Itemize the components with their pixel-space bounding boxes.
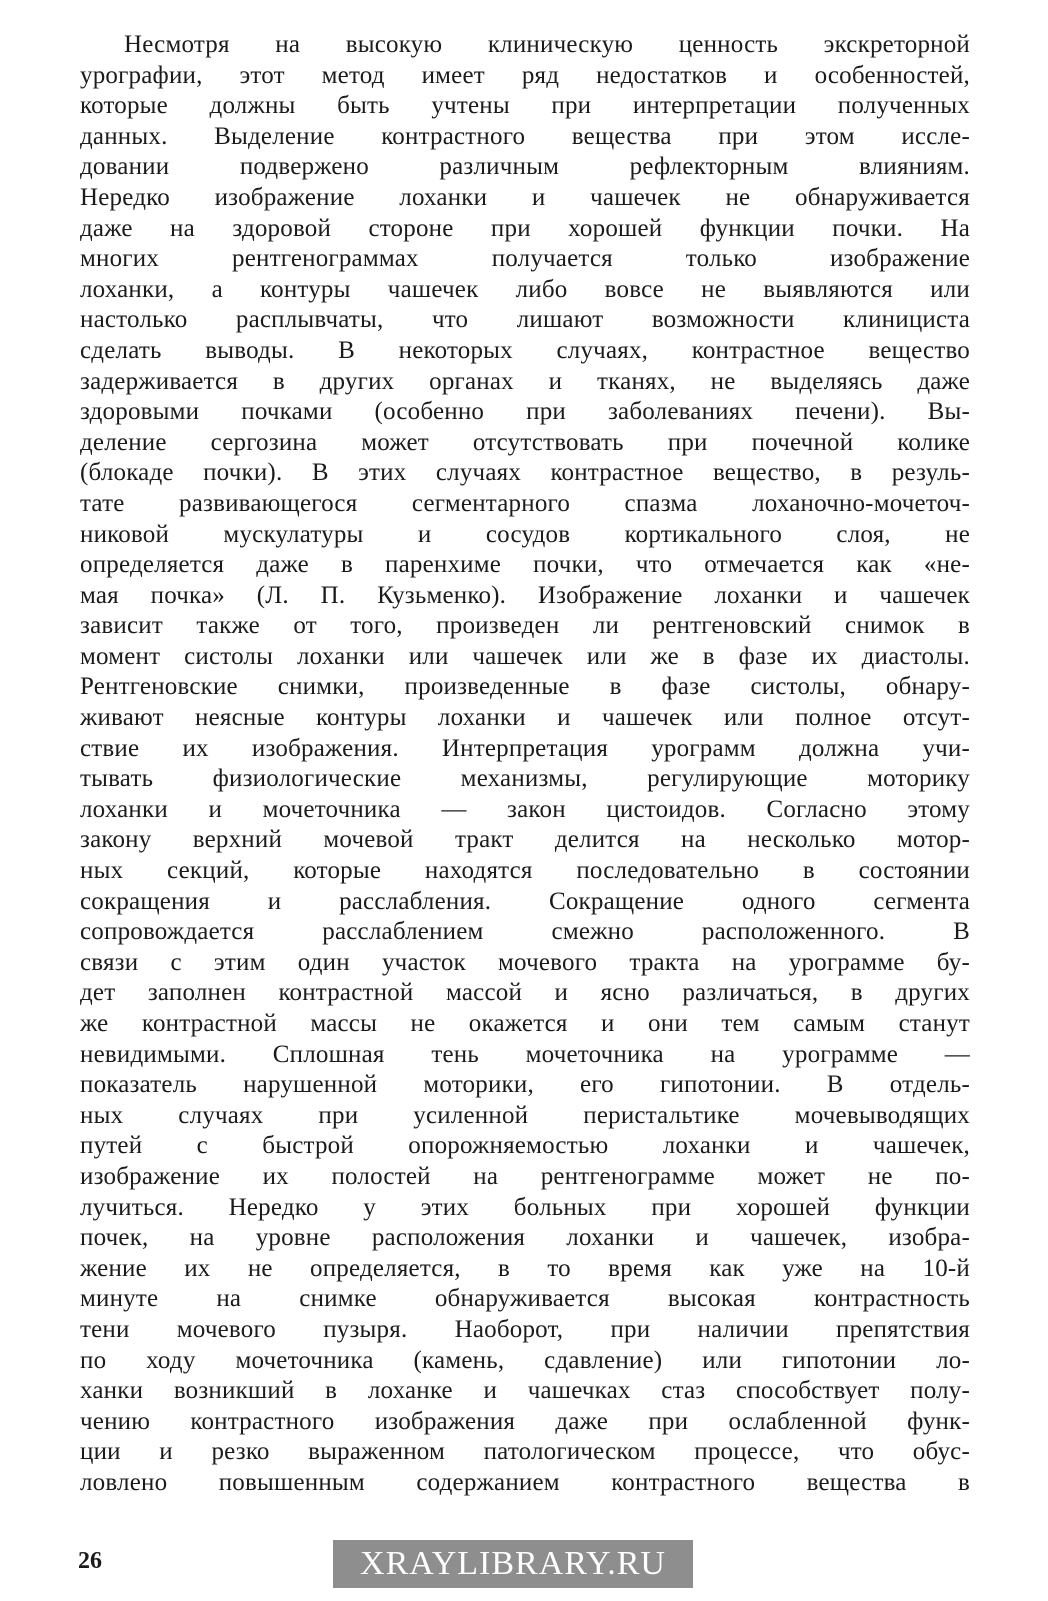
text-line: здоровыми почками (особенно при заболеваниях печени). Вы- — [80, 398, 970, 426]
text-line: ловлено повышенным содержанием контрастного вещества в — [80, 1468, 970, 1496]
text-line: показатель нарушенной моторики, его гипотонии. В отдель- — [80, 1071, 970, 1099]
text-line: дет заполнен контрастной массой и ясно различаться, в других — [80, 979, 970, 1007]
text-line: сопровождается расслаблением смежно расположенного. В — [80, 918, 970, 946]
text-line: задерживается в других органах и тканях, не выделяясь даже — [80, 367, 970, 395]
text-line: Рентгеновские снимки, произведенные в фазе систолы, обнару- — [80, 673, 970, 701]
text-line: мая почка» (Л. П. Кузьменко). Изображение лоханки и чашечек — [80, 581, 970, 609]
text-line: (блокаде почки). В этих случаях контрастное вещество, в резуль- — [80, 459, 970, 487]
text-line: данных. Выделение контрастного вещества при этом иссле- — [80, 122, 970, 150]
text-line: Несмотря на высокую клиническую ценность экскреторной — [124, 31, 970, 58]
text-line: путей с быстрой опорожняемостью лоханки и чашечек, — [80, 1132, 970, 1160]
text-line: почек, на уровне расположения лоханки и чашечек, изобра- — [80, 1224, 970, 1252]
text-line: довании подвержено различным рефлекторным влияниям. — [80, 153, 970, 181]
text-line: связи с этим один участок мочевого тракта на урограмме бу- — [80, 948, 970, 976]
text-line: сделать выводы. В некоторых случаях, контрастное вещество — [80, 336, 970, 364]
text-line: даже на здоровой стороне при хорошей функции почки. На — [80, 214, 970, 242]
text-line: жение их не определяется, в то время как уже на 10-й — [80, 1254, 970, 1282]
text-line: сокращения и расслабления. Сокращение одного сегмента — [80, 887, 970, 915]
text-line: же контрастной массы не окажется и они тем самым станут — [80, 1010, 970, 1037]
text-line: лоханки, а контуры чашечек либо вовсе не выявляются или — [80, 275, 970, 303]
text-line: закону верхний мочевой тракт делится на несколько мотор- — [80, 826, 970, 854]
text-line: тени мочевого пузыря. Наоборот, при наличии препятствия — [80, 1315, 970, 1343]
text-line: ции и резко выраженном патологическом процессе, что обус- — [80, 1438, 970, 1466]
text-line: лучиться. Нередко у этих больных при хорошей функции — [80, 1193, 970, 1221]
page-number: 26 — [78, 1548, 102, 1574]
text-line: минуте на снимке обнаруживается высокая контрастность — [80, 1285, 970, 1313]
text-line: тате развивающегося сегментарного спазма лоханочно-мочеточ- — [80, 489, 970, 517]
text-line: чению контрастного изображения даже при ослабленной функ- — [80, 1407, 970, 1435]
body-text — [80, 30, 970, 1499]
text-line: определяется даже в паренхиме почки, что отмечается как «не- — [80, 551, 970, 579]
text-line: живают неясные контуры лоханки и чашечек или полное отсут- — [80, 704, 970, 732]
text-line: лоханки и мочеточника — закон цистоидов. Согласно этому — [80, 795, 970, 823]
text-line: изображение их полостей на рентгенограмме может не по- — [80, 1162, 970, 1190]
text-line: тывать физиологические механизмы, регулирующие моторику — [80, 765, 970, 793]
text-line: урографии, этот метод имеет ряд недостатков и особенностей, — [80, 61, 970, 89]
text-line: зависит также от того, произведен ли рентгеновский снимок в — [80, 612, 970, 640]
text-line: ханки возникший в лоханке и чашечках стаз способствует полу- — [80, 1377, 970, 1405]
watermark-banner: XRAYLIBRARY.RU — [333, 1540, 693, 1588]
text-line: никовой мускулатуры и сосудов кортикального слоя, не — [80, 520, 970, 548]
text-line: многих рентгенограммах получается только изображение — [80, 245, 970, 273]
text-line: невидимыми. Сплошная тень мочеточника на урограмме — — [80, 1040, 970, 1068]
text-line: по ходу мочеточника (камень, сдавление) или гипотонии ло- — [80, 1346, 970, 1374]
text-line: которые должны быть учтены при интерпретации полученных — [80, 92, 970, 120]
text-line: ствие их изображения. Интерпретация урограмм должна учи- — [80, 734, 970, 762]
text-line: Нередко изображение лоханки и чашечек не обнаруживается — [80, 183, 970, 211]
text-line: момент систолы лоханки или чашечек или же в фазе их диастолы. — [80, 642, 970, 670]
text-line: ных случаях при усиленной перистальтике мочевыводящих — [80, 1101, 970, 1129]
text-line: настолько расплывчаты, что лишают возможности клинициста — [80, 306, 970, 334]
text-line: ных секций, которые находятся последовательно в состоянии — [80, 857, 970, 885]
text-line: деление сергозина может отсутствовать при почечной колике — [80, 428, 970, 456]
